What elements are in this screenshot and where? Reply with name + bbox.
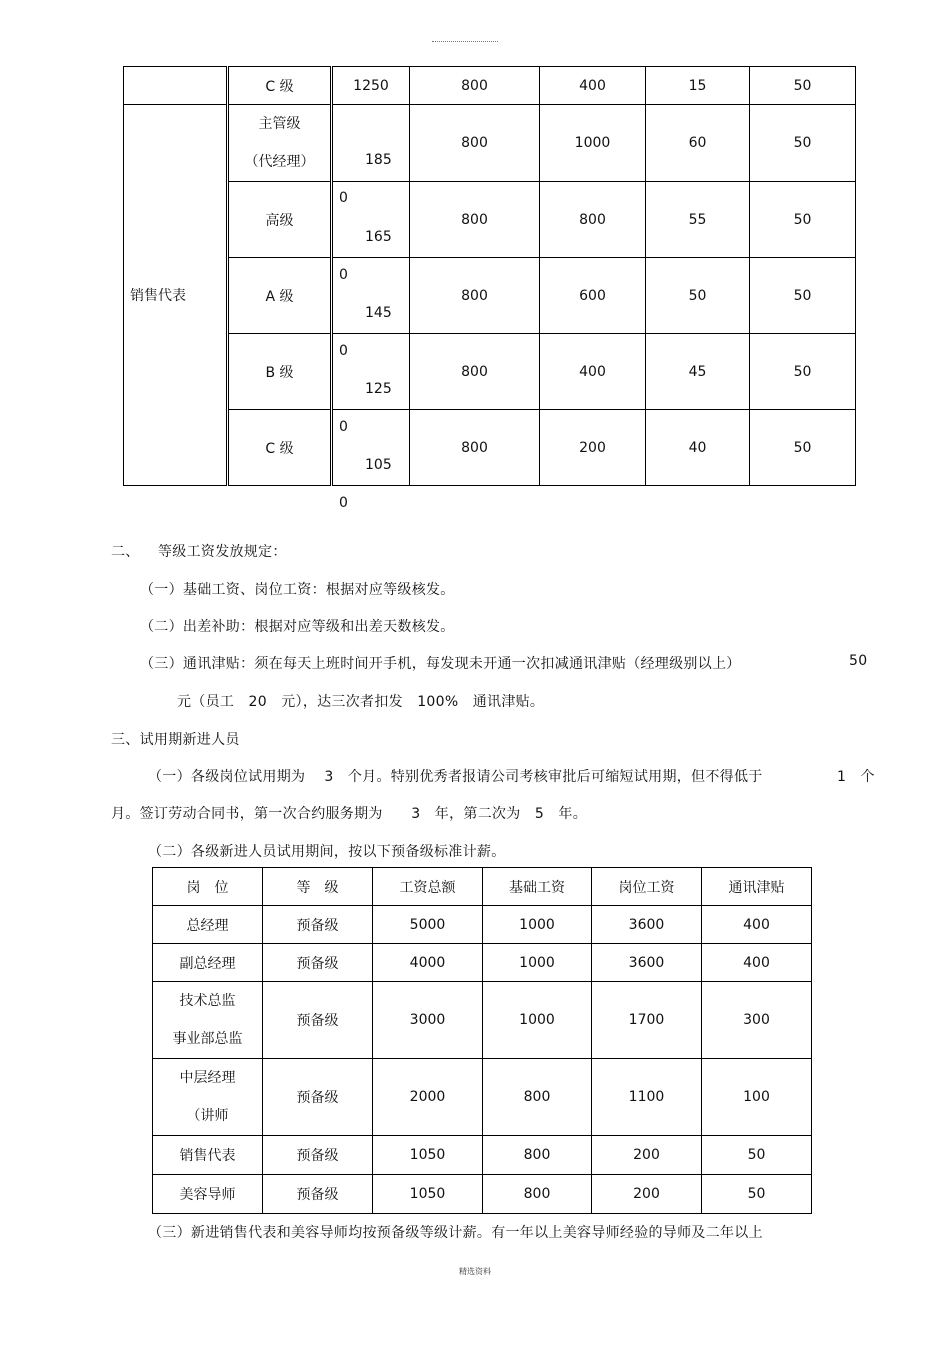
total-cell: 2000 [373,1059,483,1136]
grade-cell: 预备级 [263,944,373,982]
level-line2: （代经理） [244,154,315,170]
probation-salary-table [152,867,812,1214]
rule-item-3-continued: 元（员工 20 元），达三次者扣发 100% 通讯津贴。 [177,694,545,710]
grade-cell: 预备级 [263,906,373,944]
base-cell: 800 [483,1059,592,1136]
post-cell: 1100 [592,1059,702,1136]
total-bot: 0 [339,342,348,359]
level-cell [228,105,332,182]
table-row [124,67,856,105]
position-line1: 中层经理 [179,1070,236,1086]
grade-cell: 预备级 [263,982,373,1059]
section-3-title: 三、试用期新进人员 [111,732,240,748]
comm-cell: 50 [750,258,856,334]
comm-cell: 400 [702,944,812,982]
post-cell: 600 [540,258,646,334]
total-bot: 0 [339,190,348,206]
base-cell: 800 [410,410,540,486]
level-cell: C 级 [228,67,332,105]
total-cell [332,105,410,206]
post-cell: 200 [592,1136,702,1175]
post-cell: 400 [540,334,646,410]
total-top: 165 [365,228,392,245]
rule-item-1: （一）基础工资、岗位工资：根据对应等级核发。 [140,582,455,598]
level-cell: C 级 [228,410,332,486]
category-cell [124,67,228,105]
probation-paragraph-3: （三）新进销售代表和美容导师均按预备级等级计薪。有一年以上美容导师经验的导师及二年以上 [148,1225,763,1241]
post-cell: 1000 [540,105,646,182]
travel-cell: 45 [646,334,750,410]
total-top: 125 [365,380,392,397]
travel-cell: 15 [646,67,750,105]
post-cell: 400 [540,67,646,105]
total-bot: 0 [339,266,348,283]
base-cell: 800 [410,258,540,334]
probation-paragraph-1-months: 1 个 [837,769,875,785]
comm-cell: 100 [702,1059,812,1136]
comm-cell: 50 [750,410,856,486]
header-post: 岗位工资 [592,868,702,906]
table-row [124,105,856,182]
base-cell: 800 [410,67,540,105]
level-cell: B 级 [228,334,332,410]
base-cell: 1000 [483,906,592,944]
table-row [124,182,856,258]
total-bot: 0 [339,494,348,511]
total-cell: 1050 [373,1175,483,1214]
base-cell: 800 [483,1136,592,1175]
rule-item-3-amount: 50 [849,653,868,669]
comm-cell: 50 [750,105,856,182]
level-cell: A 级 [228,258,332,334]
base-cell: 800 [410,182,540,258]
table-row [153,944,812,982]
total-top: 105 [365,456,392,473]
base-cell: 1000 [483,982,592,1059]
comm-cell: 50 [750,67,856,105]
base-cell: 1000 [483,944,592,982]
total-cell: 1250 [332,67,410,105]
sales-category-cell: 销售代表 [124,105,228,486]
total-cell: 3000 [373,982,483,1059]
post-cell: 1700 [592,982,702,1059]
comm-cell: 50 [702,1175,812,1214]
table-row [124,410,856,486]
base-cell: 800 [410,105,540,182]
comm-cell: 50 [702,1136,812,1175]
position-cell: 美容导师 [153,1175,263,1214]
header-grade: 等 级 [263,868,373,906]
table-row [153,906,812,944]
header-position: 岗 位 [153,868,263,906]
rule-item-3: （三）通讯津贴：须在每天上班时间开手机，每发现未开通一次扣减通讯津贴（经理级别以上） [140,656,741,672]
position-line2: （讲师 [186,1108,229,1124]
table-header-row [153,868,812,906]
post-cell: 200 [540,410,646,486]
position-cell: 销售代表 [153,1136,263,1175]
rule-item-2: （二）出差补助：根据对应等级和出差天数核发。 [140,619,455,635]
grade-cell: 预备级 [263,1175,373,1214]
level-cell: 高级 [228,182,332,258]
total-cell: 5000 [373,906,483,944]
salary-grade-table [123,66,856,511]
header-total: 工资总额 [373,868,483,906]
post-cell: 200 [592,1175,702,1214]
table-row [153,1175,812,1214]
total-top: 145 [365,304,392,321]
total-bot: 0 [339,418,348,435]
grade-cell: 预备级 [263,1059,373,1136]
comm-cell: 50 [750,182,856,258]
header-comm: 通讯津贴 [702,868,812,906]
table-row [124,334,856,410]
position-cell [153,1059,263,1136]
table-row [153,1136,812,1175]
footer-text: 精选资料 [459,1267,491,1276]
comm-cell: 400 [702,906,812,944]
post-cell: 800 [540,182,646,258]
base-cell: 800 [483,1175,592,1214]
base-cell: 800 [410,334,540,410]
travel-cell: 55 [646,182,750,258]
position-line1: 技术总监 [179,993,236,1009]
probation-paragraph-1: （一）各级岗位试用期为 3 个月。特别优秀者报请公司考核审批后可缩短试用期，但不得低于 [148,769,763,785]
total-top: 185 [365,152,392,168]
table-row [124,258,856,334]
probation-paragraph-1-continued: 月。签订劳动合同书，第一次合约服务期为 3 年，第二次为 5 年。 [111,806,588,822]
post-cell: 3600 [592,944,702,982]
position-line2: 事业部总监 [172,1031,243,1047]
position-cell: 副总经理 [153,944,263,982]
level-line1: 主管级 [258,116,301,132]
travel-cell: 50 [646,258,750,334]
position-cell: 总经理 [153,906,263,944]
post-cell: 3600 [592,906,702,944]
travel-cell: 40 [646,410,750,486]
comm-cell: 300 [702,982,812,1059]
table-row [153,1059,812,1136]
header-base: 基础工资 [483,868,592,906]
section-2-title: 等级工资发放规定： [158,544,287,560]
total-cell: 4000 [373,944,483,982]
grade-cell: 预备级 [263,1136,373,1175]
header-dotted-line [432,41,498,42]
travel-cell: 60 [646,105,750,182]
probation-paragraph-2: （二）各级新进人员试用期间，按以下预备级标准计薪。 [148,844,506,860]
position-cell [153,982,263,1059]
table-row [153,982,812,1059]
section-2-number: 二、 [111,544,140,560]
comm-cell: 50 [750,334,856,410]
total-cell: 1050 [373,1136,483,1175]
